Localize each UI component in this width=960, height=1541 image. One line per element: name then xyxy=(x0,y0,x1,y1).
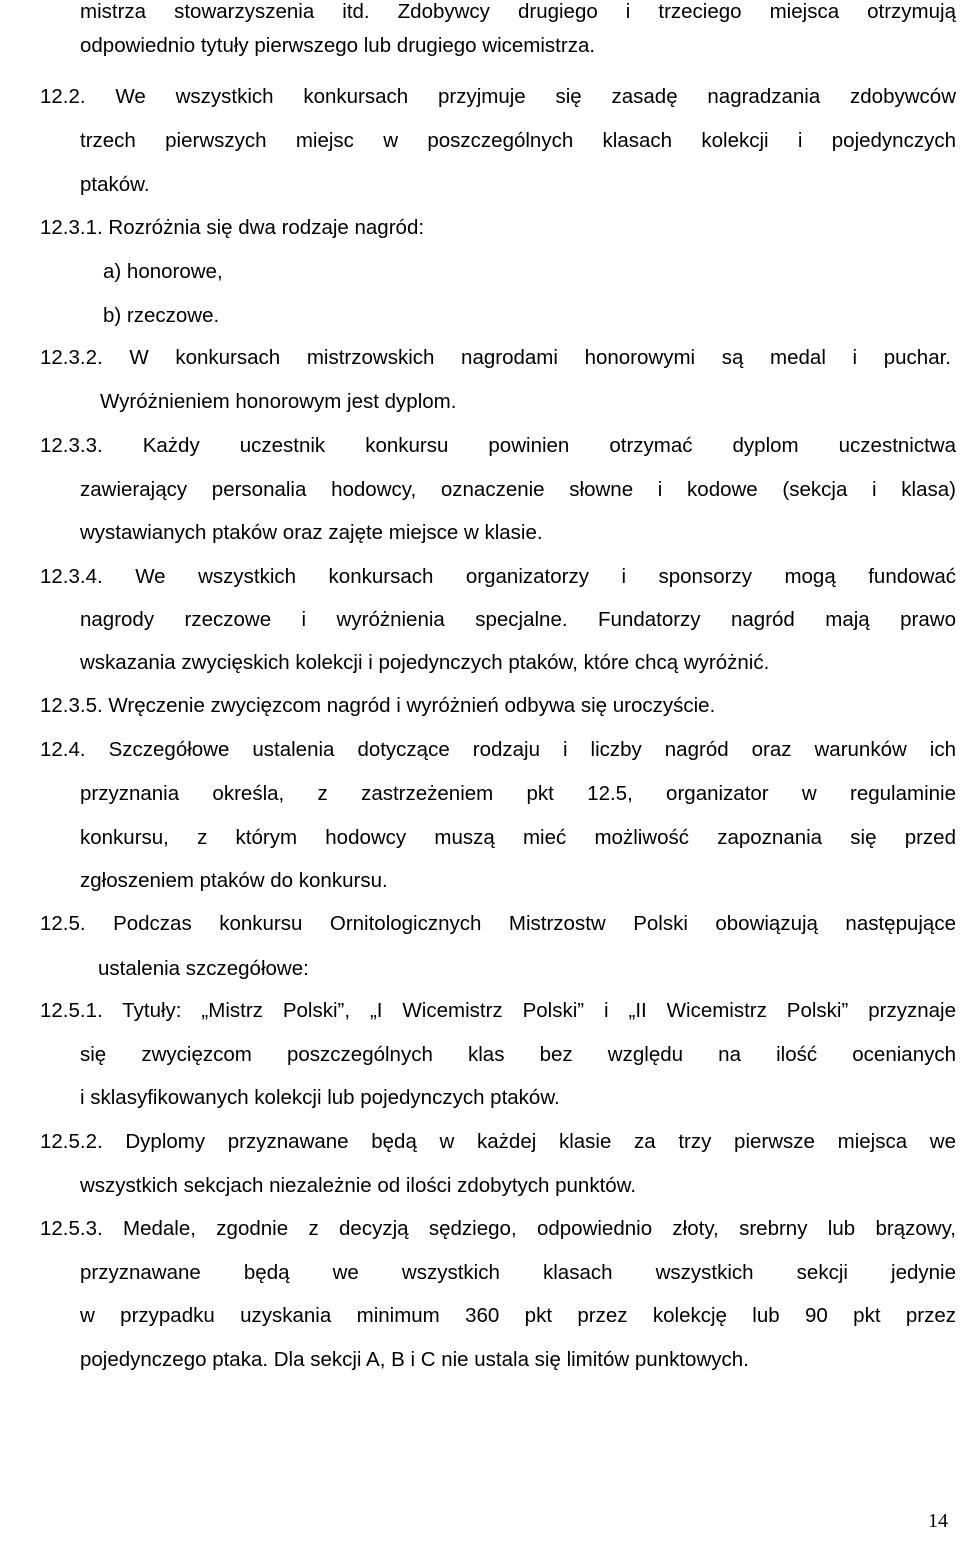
text-line: nagrody rzeczowe i wyróżnienia specjalne. Fundatorzy nagród mają prawo xyxy=(80,608,956,631)
text-line: zawierający personalia hodowcy, oznaczenie słowne i kodowe (sekcja i klasa) xyxy=(80,478,956,501)
text-line: i sklasyfikowanych kolekcji lub pojedynczych ptaków. xyxy=(80,1086,560,1109)
text-line: wystawianych ptaków oraz zajęte miejsce w klasie. xyxy=(80,521,543,544)
text-line: 12.4. Szczegółowe ustalenia dotyczące rodzaju i liczby nagród oraz warunków ich xyxy=(40,738,956,761)
text-line: 12.3.2. W konkursach mistrzowskich nagrodami honorowymi są medal i puchar. xyxy=(40,346,951,369)
text-line: przyznania określa, z zastrzeżeniem pkt 12.5, organizator w regulaminie xyxy=(80,782,956,805)
text-line: b) rzeczowe. xyxy=(103,304,220,327)
text-line: 12.2. We wszystkich konkursach przyjmuje się zasadę nagradzania zdobywców xyxy=(40,85,956,108)
text-line: przyznawane będą we wszystkich klasach wszystkich sekcji jedynie xyxy=(80,1261,956,1284)
text-line: 12.3.5. Wręczenie zwycięzcom nagród i wyróżnień odbywa się uroczyście. xyxy=(40,694,716,717)
text-line: ustalenia szczegółowe: xyxy=(98,957,309,980)
text-line: 12.5. Podczas konkursu Ornitologicznych Mistrzostw Polski obowiązują następujące xyxy=(40,912,956,935)
text-line: wszystkich sekcjach niezależnie od ilości zdobytych punktów. xyxy=(80,1174,637,1197)
text-line: konkursu, z którym hodowcy muszą mieć możliwość zapoznania się przed xyxy=(80,826,956,849)
text-line: 12.3.3. Każdy uczestnik konkursu powinien otrzymać dyplom uczestnictwa xyxy=(40,434,956,457)
text-line: ptaków. xyxy=(80,173,150,196)
text-line: trzech pierwszych miejsc w poszczególnych klasach kolekcji i pojedynczych xyxy=(80,129,956,152)
text-line: 12.5.1. Tytuły: „Mistrz Polski”, „I Wicemistrz Polski” i „II Wicemistrz Polski” przyznaje xyxy=(40,999,956,1022)
text-line: 12.3.1. Rozróżnia się dwa rodzaje nagród: xyxy=(40,216,425,239)
text-line: zgłoszeniem ptaków do konkursu. xyxy=(80,869,388,892)
text-line: mistrza stowarzyszenia itd. Zdobywcy drugiego i trzeciego miejsca otrzymują xyxy=(80,0,956,23)
text-line: pojedynczego ptaka. Dla sekcji A, B i C nie ustala się limitów punktowych. xyxy=(80,1348,749,1371)
text-line: w przypadku uzyskania minimum 360 pkt przez kolekcję lub 90 pkt przez xyxy=(80,1304,956,1327)
page-number: 14 xyxy=(928,1510,948,1532)
text-line: 12.5.3. Medale, zgodnie z decyzją sędziego, odpowiednio złoty, srebrny lub brązowy, xyxy=(40,1217,956,1240)
text-line: Wyróżnieniem honorowym jest dyplom. xyxy=(100,390,457,413)
text-line: a) honorowe, xyxy=(103,260,223,283)
text-line: się zwycięzcom poszczególnych klas bez względu na ilość ocenianych xyxy=(80,1043,956,1066)
text-line: 12.3.4. We wszystkich konkursach organizatorzy i sponsorzy mogą fundować xyxy=(40,565,956,588)
text-line: 12.5.2. Dyplomy przyznawane będą w każdej klasie za trzy pierwsze miejsca we xyxy=(40,1130,956,1153)
text-line: wskazania zwycięskich kolekcji i pojedynczych ptaków, które chcą wyróżnić. xyxy=(80,651,770,674)
text-line: odpowiednio tytuły pierwszego lub drugiego wicemistrza. xyxy=(80,34,596,57)
